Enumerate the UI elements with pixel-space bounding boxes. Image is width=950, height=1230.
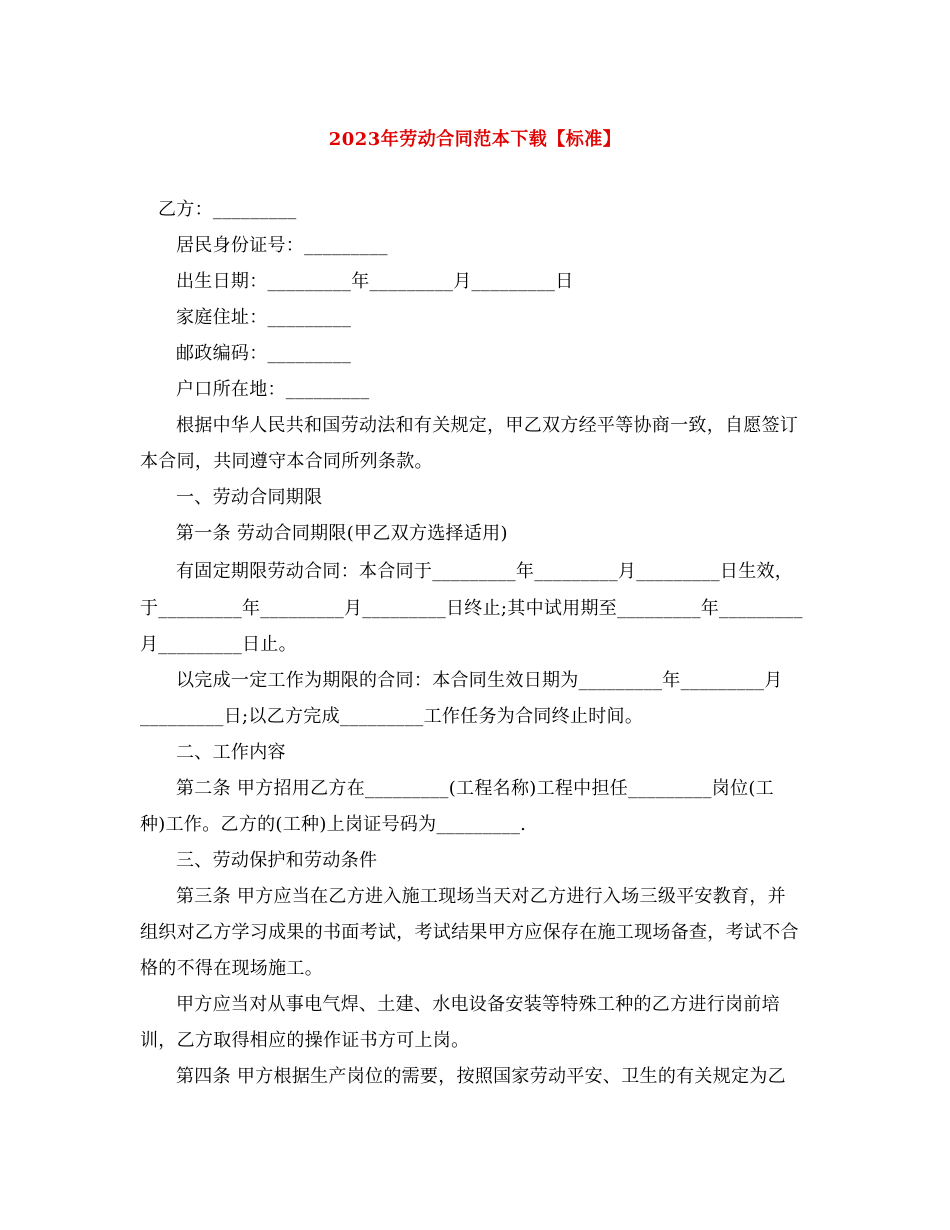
paragraph-line: 第二条 甲方招用乙方在_________(工程名称)工程中担任_________岗位(工 <box>176 778 774 799</box>
document-title: 2023年劳动合同范本下载【标准】 <box>328 129 622 150</box>
paragraph-line: 本合同，共同遵守本合同所列条款。 <box>140 451 433 472</box>
paragraph-line: 第三条 甲方应当在乙方进入施工现场当天对乙方进行入场三级平安教育，并 <box>176 886 786 907</box>
paragraph-line: 甲方应当对从事电气焊、土建、水电设备安装等特殊工种的乙方进行岗前培 <box>176 994 780 1015</box>
section-heading: 二、工作内容 <box>176 742 286 763</box>
paragraph-line: _________日;以乙方完成_________工作任务为合同终止时间。 <box>140 706 644 727</box>
paragraph-line: 组织对乙方学习成果的书面考试，考试结果甲方应保存在施工现场备查，考试不合 <box>140 922 799 943</box>
postal-code-line: 邮政编码：_________ <box>176 343 352 364</box>
id-number-line: 居民身份证号：_________ <box>176 235 388 256</box>
section-heading: 三、劳动保护和劳动条件 <box>176 850 378 871</box>
household-registration-line: 户口所在地：_________ <box>176 379 370 400</box>
party-b-line: 乙方：_________ <box>158 199 297 220</box>
paragraph-line: 有固定期限劳动合同：本合同于_________年_________月_________日生效， <box>176 561 794 582</box>
paragraph-line: 于_________年_________月_________日终止;其中试用期至_________年_________ <box>140 598 803 619</box>
article-heading: 第一条 劳动合同期限(甲乙双方选择适用) <box>176 523 508 544</box>
paragraph-line: 月_________日止。 <box>140 634 297 655</box>
paragraph-line: 种)工作。乙方的(工种)上岗证号码为_________. <box>140 814 527 835</box>
birth-date-line: 出生日期：_________年_________月_________日 <box>176 271 574 292</box>
home-address-line: 家庭住址：_________ <box>176 307 352 328</box>
paragraph-line: 根据中华人民共和国劳动法和有关规定，甲乙双方经平等协商一致，自愿签订 <box>176 415 799 436</box>
paragraph-line: 第四条 甲方根据生产岗位的需要，按照国家劳动平安、卫生的有关规定为乙 <box>176 1066 786 1087</box>
section-heading: 一、劳动合同期限 <box>176 487 323 508</box>
paragraph-line: 以完成一定工作为期限的合同：本合同生效日期为_________年_________月 <box>176 670 783 691</box>
paragraph-line: 格的不得在现场施工。 <box>140 958 323 979</box>
paragraph-line: 训，乙方取得相应的操作证书方可上岗。 <box>140 1030 470 1051</box>
